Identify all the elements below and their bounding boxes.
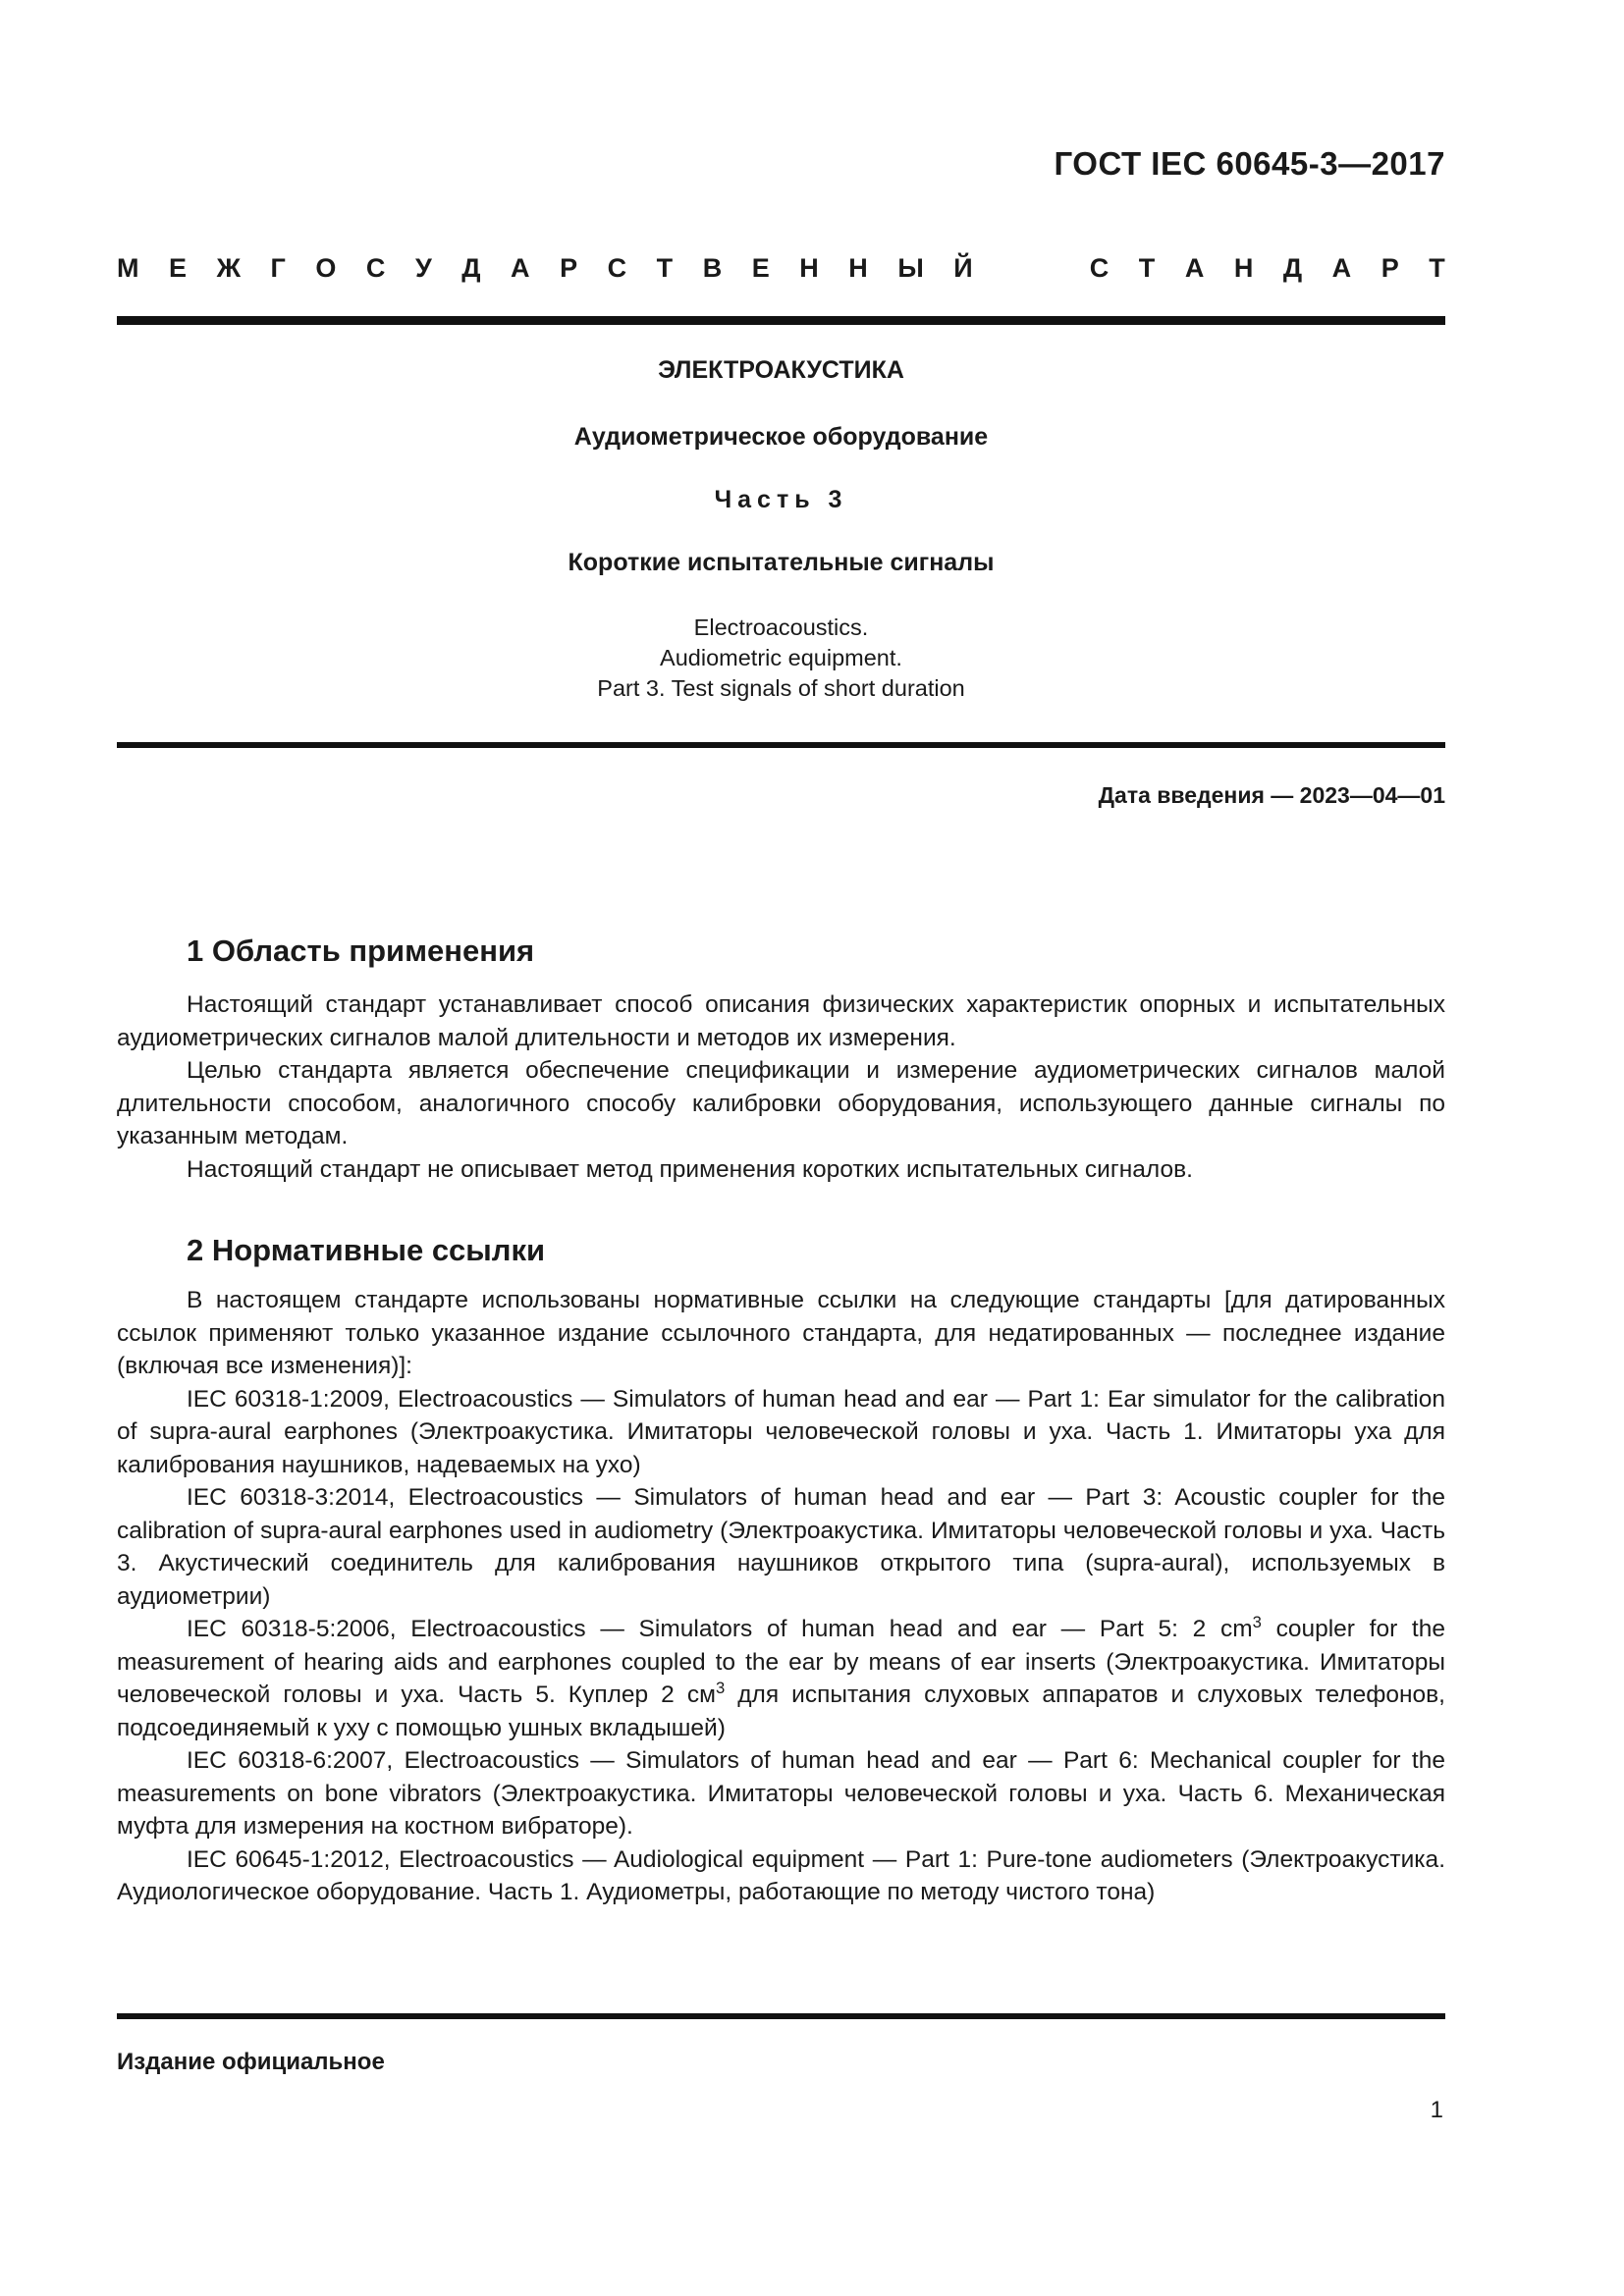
- title-part: Часть 3: [714, 486, 848, 513]
- interstate-letter: Р: [1380, 253, 1399, 283]
- interstate-letter: Г: [270, 253, 286, 283]
- interstate-letter: М: [117, 253, 139, 283]
- interstate-letter: А: [511, 253, 530, 283]
- word-gap: [1002, 253, 1059, 284]
- interstate-letter: Т: [1138, 253, 1156, 283]
- interstate-letter: С: [1089, 253, 1110, 283]
- reference-text: для испытания слуховых аппаратов и слуховых телефонов, подсоединяемый к уху с помощью ушных вкладышей): [117, 1682, 1445, 1741]
- paragraph: Настоящий стандарт устанавливает способ описания физических характеристик опорных и испытательных аудиометрических сигналов малой длительности и методов их измерения.: [117, 991, 1445, 1051]
- page-number: 1: [1430, 2097, 1443, 2123]
- interstate-letter: Д: [461, 253, 481, 283]
- interstate-letter: С: [607, 253, 627, 283]
- interstate-letter: О: [315, 253, 337, 283]
- interstate-letter: А: [1331, 253, 1352, 283]
- section-1-heading: 1 Область применения: [187, 934, 535, 968]
- reference-text: IEC 60318-5:2006, Electroacoustics — Simulators of human head and ear — Part 5: 2 cm: [187, 1616, 1253, 1642]
- footer-rule: [117, 2013, 1445, 2019]
- interstate-letter: Р: [560, 253, 578, 283]
- interstate-letter: У: [414, 253, 432, 283]
- superscript: 3: [1252, 1612, 1262, 1631]
- section-1-body: [117, 988, 1445, 1186]
- interstate-letter: С: [365, 253, 386, 283]
- reference-text: coupler for the measurement of hearing aids and earphones coupled to the ear by means of ear inserts (Электроакустика. Имитаторы человеческой головы и уха. Часть 5. Куплер 2 см: [117, 1616, 1445, 1708]
- title-rule: [117, 742, 1445, 748]
- reference-item: IEC 60318-3:2014, Electroacoustics — Simulators of human head and ear — Part 3: Acoustic coupler for the calibration of supra-aural earphones used in audiometry (Электроакустика. Имитаторы человеческой головы и уха. Часть 3. Акустический соединитель для калибрования наушников открытого типа (supra-aural), используемых в аудиометрии): [117, 1484, 1445, 1610]
- interstate-letter: Н: [799, 253, 819, 283]
- interstate-letter: А: [1184, 253, 1205, 283]
- title-english-line: Electroacoustics.: [693, 614, 869, 640]
- title-english: [117, 613, 1445, 704]
- title-english-line: Audiometric equipment.: [660, 645, 902, 670]
- interstate-letter: Ж: [216, 253, 241, 283]
- official-edition-label: Издание официальное: [117, 2049, 385, 2075]
- interstate-letter: Н: [848, 253, 868, 283]
- title-sub: Аудиометрическое оборудование: [573, 423, 989, 451]
- date-of-introduction: Дата введения — 2023—04—01: [1098, 782, 1445, 808]
- paragraph: Настоящий стандарт не описывает метод применения коротких испытательных сигналов.: [187, 1155, 1193, 1183]
- interstate-letter: Е: [169, 253, 188, 283]
- title-english-line: Part 3. Test signals of short duration: [597, 675, 965, 701]
- section-2-body: [117, 1284, 1445, 1909]
- interstate-letter: В: [702, 253, 723, 283]
- interstate-letter: Д: [1282, 253, 1303, 283]
- paragraph: В настоящем стандарте использованы нормативные ссылки на следующие стандарты [для датированных ссылок применяют только указанное издание ссылочного стандарта, для недатированных — последнее издание (включая все изменения)]:: [117, 1287, 1445, 1379]
- interstate-letter: Т: [656, 253, 674, 283]
- top-rule: [117, 316, 1445, 325]
- section-2-heading: 2 Нормативные ссылки: [187, 1233, 546, 1267]
- interstate-letter: Н: [1233, 253, 1254, 283]
- paragraph: Целью стандарта является обеспечение спецификации и измерение аудиометрических сигналов малой длительности способом, аналогичного способу калибровки оборудования, использующего данные сигналы по указанным методам.: [117, 1057, 1445, 1149]
- title-name: Короткие испытательные сигналы: [568, 549, 995, 576]
- reference-item: IEC 60318-6:2007, Electroacoustics — Simulators of human head and ear — Part 6: Mechanical coupler for the measurements on bone vibrators (Электроакустика. Имитаторы человеческой головы и уха. Часть 6. Механическая муфта для измерения на костном вибраторе).: [117, 1747, 1445, 1840]
- reference-item: IEC 60645-1:2012, Electroacoustics — Audiological equipment — Part 1: Pure-tone audiometers (Электроакустика. Аудиологическое оборудование. Часть 1. Аудиометры, работающие по методу чистого тона): [117, 1845, 1445, 1905]
- interstate-letter: Ы: [897, 253, 924, 283]
- reference-item: IEC 60318-1:2009, Electroacoustics — Simulators of human head and ear — Part 1: Ear simulator for the calibration of supra-aural earphones (Электроакустика. Имитаторы человеческой головы и уха. Часть 1. Имитаторы уха для калибрования наушников, надеваемых на ухо): [117, 1385, 1445, 1478]
- superscript: 3: [715, 1678, 726, 1697]
- interstate-standard-label: [117, 253, 1445, 284]
- reference-item: [117, 1613, 1445, 1744]
- interstate-letter: Е: [751, 253, 770, 283]
- interstate-letter: Т: [1429, 253, 1445, 283]
- title-main: ЭЛЕКТРОАКУСТИКА: [658, 356, 904, 384]
- standard-number: ГОСТ IEC 60645-3—2017: [1054, 145, 1445, 182]
- interstate-letter: Й: [953, 253, 973, 283]
